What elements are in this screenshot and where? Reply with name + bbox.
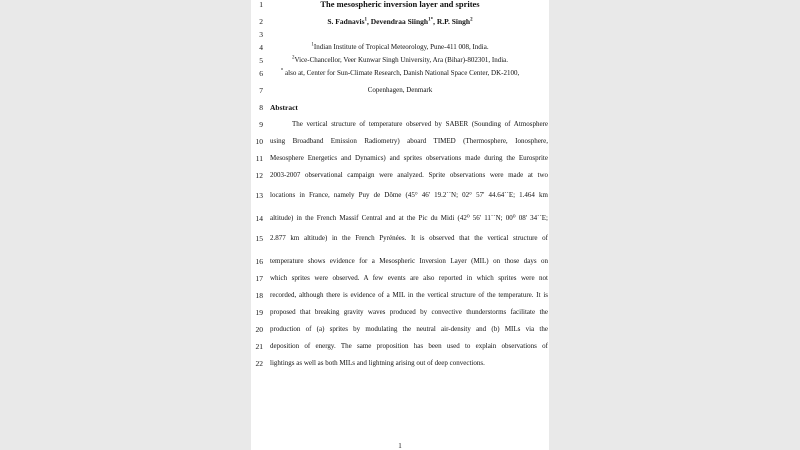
abstract-line: 2003-2007 observational campaign were analyzed. Sprite observations were made at two (270, 171, 548, 179)
abstract-heading: Abstract (270, 103, 298, 112)
author-affiliation-mark: 1 (364, 17, 367, 23)
affiliation-mark: 1 (311, 42, 314, 48)
line-number: 11 (255, 154, 263, 163)
line-number: 3 (259, 30, 263, 39)
abstract-line: 2.877 km altitude) in the French Pyrénées. It is observed that the vertical structure of (270, 234, 548, 242)
author-name: S. Fadnavis (327, 17, 365, 26)
line-number: 9 (259, 120, 263, 129)
abstract-line: The vertical structure of temperature observed by SABER (Sounding of Atmosphere (292, 120, 548, 128)
abstract-line: proposed that breaking gravity waves produced by convective thunderstorms facilitate the (270, 308, 548, 316)
abstract-line: lightings as well as both MILs and lightning arising out of deep convections. (270, 359, 485, 367)
paper-title: The mesospheric inversion layer and sprites (320, 0, 480, 9)
affiliation-mark: * (280, 68, 284, 74)
affiliation (251, 43, 549, 52)
abstract-line: using Broadband Emission Radiometry) aboard TIMED (Thermosphere, Ionosphere, (270, 137, 548, 145)
abstract-line: production of (a) sprites by modulating the neutral air-density and (b) MILs via the (270, 325, 548, 333)
affiliation-mark: 2 (291, 55, 295, 61)
line-number: 14 (255, 214, 263, 223)
abstract-line: which sprites were observed. A few events are also reported in which sprites were not (270, 274, 548, 282)
line-number: 15 (255, 234, 263, 243)
line-number: 12 (255, 171, 263, 180)
line-number: 21 (255, 342, 263, 351)
line-number: 6 (259, 69, 263, 78)
line-number: 2 (259, 17, 263, 26)
abstract-line: deposition of energy. The same proposition has been used to explain observations of (270, 342, 548, 350)
abstract-line: recorded, although there is evidence of a MIL in the vertical structure of the temperature. It is (270, 291, 548, 299)
affiliation-continued: Copenhagen, Denmark (367, 86, 433, 94)
line-number: 20 (255, 325, 263, 334)
affiliation-text: Indian Institute of Tropical Meteorology, Pune-411 008, India. (313, 43, 489, 51)
page-number: 1 (398, 442, 402, 450)
affiliation (251, 56, 549, 65)
author-affiliation-mark: 2 (470, 17, 473, 23)
abstract-line: altitude) in the French Massif Central and at the Pic du Midi (42⁰ 56' 11``N; 00⁰ 08' 34``E; (270, 214, 548, 222)
line-number: 5 (259, 56, 263, 65)
line-number: 13 (255, 191, 263, 200)
line-number: 7 (259, 86, 263, 95)
line-number: 4 (259, 43, 263, 52)
left-viewer-margin (0, 0, 251, 450)
abstract-line: Mesosphere Energetics and Dynamics) and sprites observations made during the Eurosprite (270, 154, 548, 162)
line-number: 10 (255, 137, 263, 146)
author-name: , R.P. Singh (433, 17, 471, 26)
abstract-line: temperature shows evidence for a Mesospheric Inversion Layer (MIL) on those days on (270, 257, 548, 265)
affiliation-text: also at, Center for Sun-Climate Research, Danish National Space Center, DK-2100, (283, 69, 520, 77)
right-viewer-margin (549, 0, 800, 450)
author-name: , Devendraa Siingh (367, 17, 429, 26)
affiliation (251, 69, 549, 78)
line-number: 19 (255, 308, 263, 317)
line-number: 17 (255, 274, 263, 283)
affiliation-text: Vice-Chancellor, Veer Kunwar Singh University, Ara (Bihar)-802301, India. (294, 56, 509, 64)
line-number: 16 (255, 257, 263, 266)
author-list (251, 17, 549, 26)
line-number: 18 (255, 291, 263, 300)
document-page[interactable] (251, 0, 549, 450)
line-number: 1 (259, 0, 263, 9)
line-number: 8 (259, 103, 263, 112)
abstract-line: locations in France, namely Puy de Dôme (45° 46' 19.2``N; 02° 57' 44.64``E; 1.464 km (270, 191, 548, 199)
line-number: 22 (255, 359, 263, 368)
author-affiliation-mark: 1* (428, 17, 434, 23)
